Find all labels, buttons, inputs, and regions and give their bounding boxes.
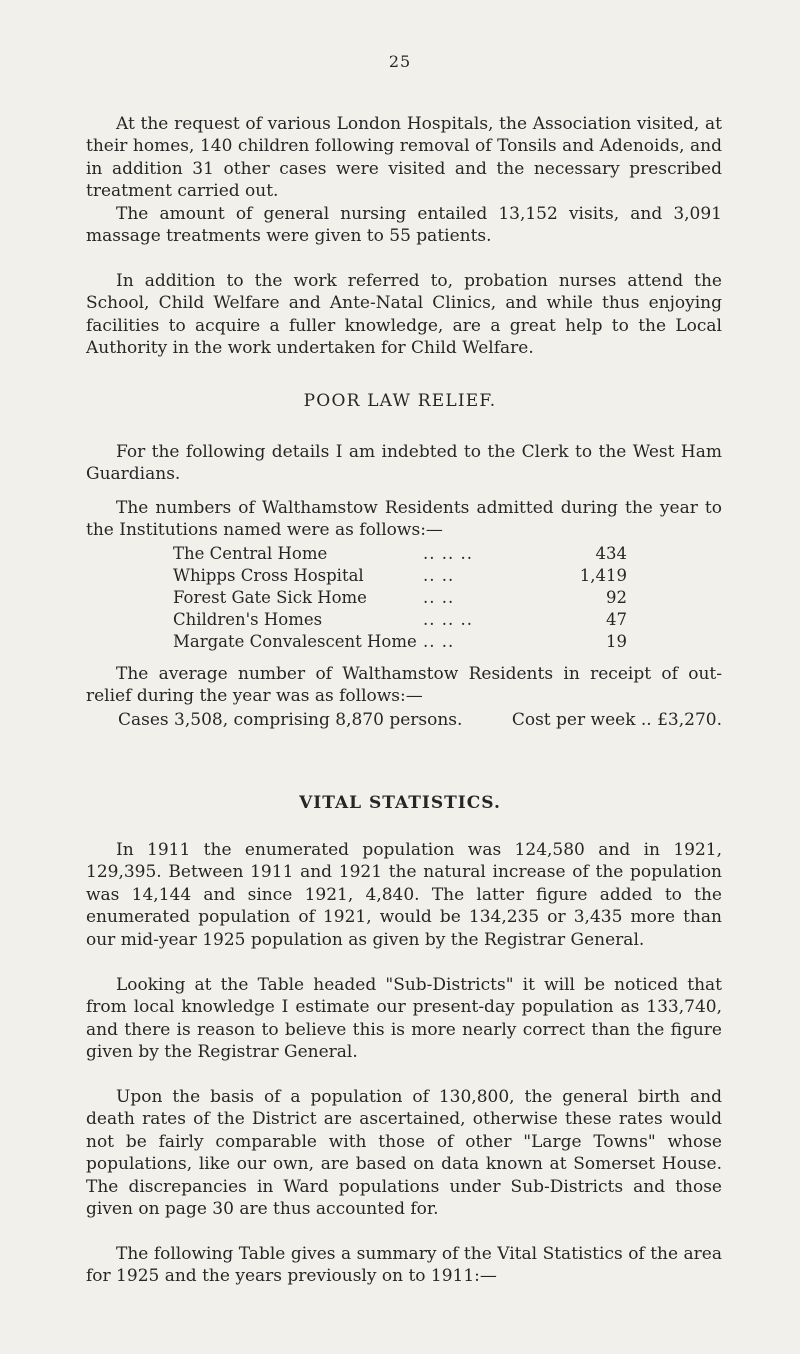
- cases-text: Cases 3,508, comprising 8,870 persons.: [118, 710, 463, 730]
- institutions-table: [173, 543, 627, 653]
- table-row: [173, 609, 627, 631]
- paragraph-clerk-acknowledgement: For the following details I am indebted to the Clerk to the West Ham Guardians.: [86, 442, 722, 485]
- paragraph-residents-admitted: The numbers of Walthamstow Residents admitted during the year to the Institutions named were as follows:—: [86, 498, 722, 541]
- paragraph-probation-nurses: In addition to the work referred to, probation nurses attend the School, Child Welfare and Ante-Natal Clinics, and while thus enjoying facilities to acquire a fuller knowledge, are a great help to the Local Authority in the work undertaken for Child Welfare.: [86, 271, 722, 359]
- paragraph-general-nursing: The amount of general nursing entailed 13,152 visits, and 3,091 massage treatments were given to 55 patients.: [86, 204, 722, 247]
- institution-name: Children's Homes: [173, 610, 323, 629]
- cost-per-week: Cost per week .. £3,270.: [511, 710, 722, 730]
- paragraph-population: In 1911 the enumerated population was 124,580 and in 1921, 129,395. Between 1911 and 1921 the natural increase of the population was 14,144 and since 1921, 4,840. The latter figure added to the enumerated population of 1921, would be 134,235 or 3,435 more than our mid-year 1925 population as given by the Registrar General.: [86, 840, 722, 950]
- leader-dots: .. .. ..: [423, 544, 473, 563]
- table-row: [173, 631, 627, 653]
- paragraph-out-relief: The average number of Walthamstow Residents in receipt of out-relief during the year was as follows:—: [86, 664, 722, 707]
- paragraph-birth-death-rates: Upon the basis of a population of 130,800, the general birth and death rates of the District are ascertained, otherwise these rates would not be fairly comparable with those of other "Large Towns" whose populations, like our own, are based on data known at Somerset House. The discrepancies in Ward populations under Sub-Districts and those given on page 30 are thus accounted for.: [86, 1087, 722, 1220]
- institution-count: 19: [606, 632, 627, 651]
- institution-name: Forest Gate Sick Home: [173, 588, 367, 607]
- heading-poor-law-relief: POOR LAW RELIEF.: [303, 391, 497, 411]
- institution-name: Whipps Cross Hospital: [173, 566, 364, 585]
- paragraph-summary-table-intro: The following Table gives a summary of the Vital Statistics of the area for 1925 and the years previously on to 1911:—: [86, 1244, 722, 1287]
- institution-name: The Central Home: [173, 544, 328, 563]
- paragraph-sub-districts: Looking at the Table headed "Sub-Districts" it will be noticed that from local knowledge I estimate our present-day population as 133,740, and there is reason to believe this is more nearly correct than the figure given by the Registrar General.: [86, 975, 722, 1063]
- table-row: [173, 543, 627, 565]
- leader-dots: .. ..: [423, 632, 455, 651]
- institution-count: 47: [606, 610, 627, 629]
- page-number: 25: [388, 52, 412, 71]
- institution-count: 1,419: [579, 566, 627, 585]
- leader-dots: .. .. ..: [423, 610, 473, 629]
- cases-line: [118, 709, 722, 731]
- table-row: [173, 587, 627, 609]
- paragraph-hospital-visits: At the request of various London Hospitals, the Association visited, at their homes, 140 children following removal of Tonsils and Adenoids, and in addition 31 other cases were visited and the necessary prescribed treatment carried out.: [86, 114, 722, 202]
- institution-name: Margate Convalescent Home: [173, 632, 417, 651]
- table-row: [173, 565, 627, 587]
- heading-vital-statistics: VITAL STATISTICS.: [299, 793, 501, 813]
- leader-dots: .. ..: [423, 588, 455, 607]
- institution-count: 92: [606, 588, 627, 607]
- institution-count: 434: [595, 544, 627, 563]
- leader-dots: .. ..: [423, 566, 455, 585]
